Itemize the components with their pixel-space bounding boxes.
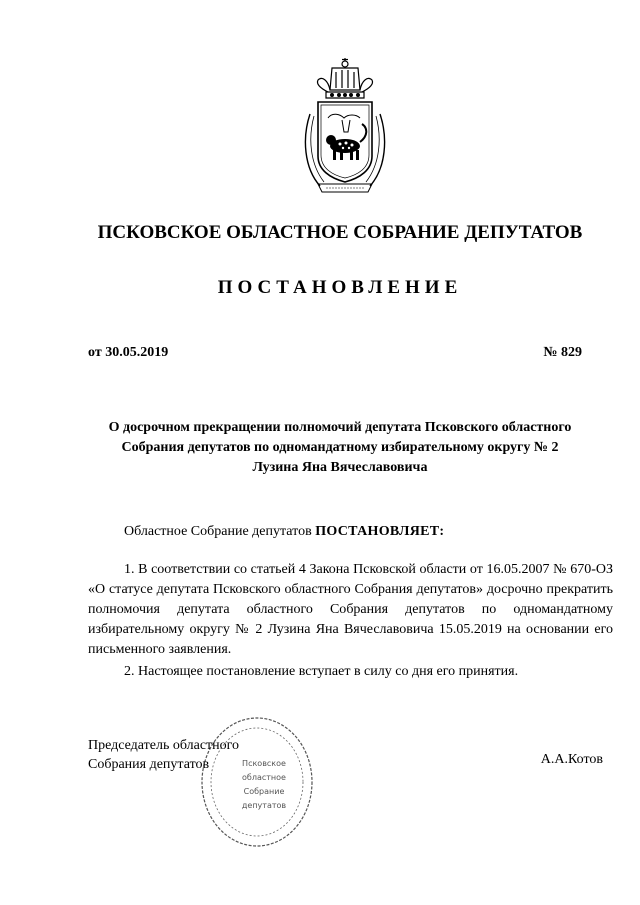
- document-number: № 829: [543, 345, 582, 360]
- preamble-text: Областное Собрание депутатов: [124, 524, 316, 539]
- preamble-resolves: ПОСТАНОВЛЯЕТ:: [315, 524, 445, 539]
- organization-title: ПСКОВСКОЕ ОБЛАСТНОЕ СОБРАНИЕ ДЕПУТАТОВ: [97, 222, 583, 243]
- coat-of-arms-emblem: [298, 58, 392, 196]
- subject-line: Собрания депутатов по одномандатному избирательному округу № 2: [121, 440, 559, 455]
- signatory-position-line: Собрания депутатов: [88, 757, 210, 772]
- signatory-name: А.А.Котов: [540, 752, 603, 767]
- seal-text-line: областное: [242, 773, 286, 782]
- resolution-paragraph-1: 1. В соответствии со статьей 4 Закона Псковской области от 16.05.2007 № 670-ОЗ «О статусе депутата Псковского областного Собрания депутатов» досрочно прекратить полномочия депутата областного Собрания депутатов по одномандатному избирательному округу № 2 Лузина Яна Вячеславовича 15.05.2019 на основании его письменного заявления.: [88, 562, 613, 657]
- preamble: [124, 524, 444, 540]
- seal-text-line: депутатов: [241, 801, 287, 810]
- document-subject: [78, 418, 602, 478]
- signatory-position-line: Председатель областного: [88, 738, 240, 753]
- subject-line: О досрочном прекращении полномочий депутата Псковского областного: [108, 420, 572, 435]
- official-seal-stamp: [198, 714, 316, 850]
- document-type-heading: ПОСТАНОВЛЕНИЕ: [217, 277, 463, 298]
- document-date: от 30.05.2019: [88, 345, 169, 360]
- signatory-position: [88, 736, 239, 774]
- seal-text-line: Собрание: [243, 787, 285, 796]
- subject-line: Лузина Яна Вячеславовича: [252, 460, 428, 475]
- resolution-paragraph-2: 2. Настоящее постановление вступает в силу со дня его принятия.: [124, 664, 519, 679]
- seal-text-line: Псковское: [242, 759, 286, 768]
